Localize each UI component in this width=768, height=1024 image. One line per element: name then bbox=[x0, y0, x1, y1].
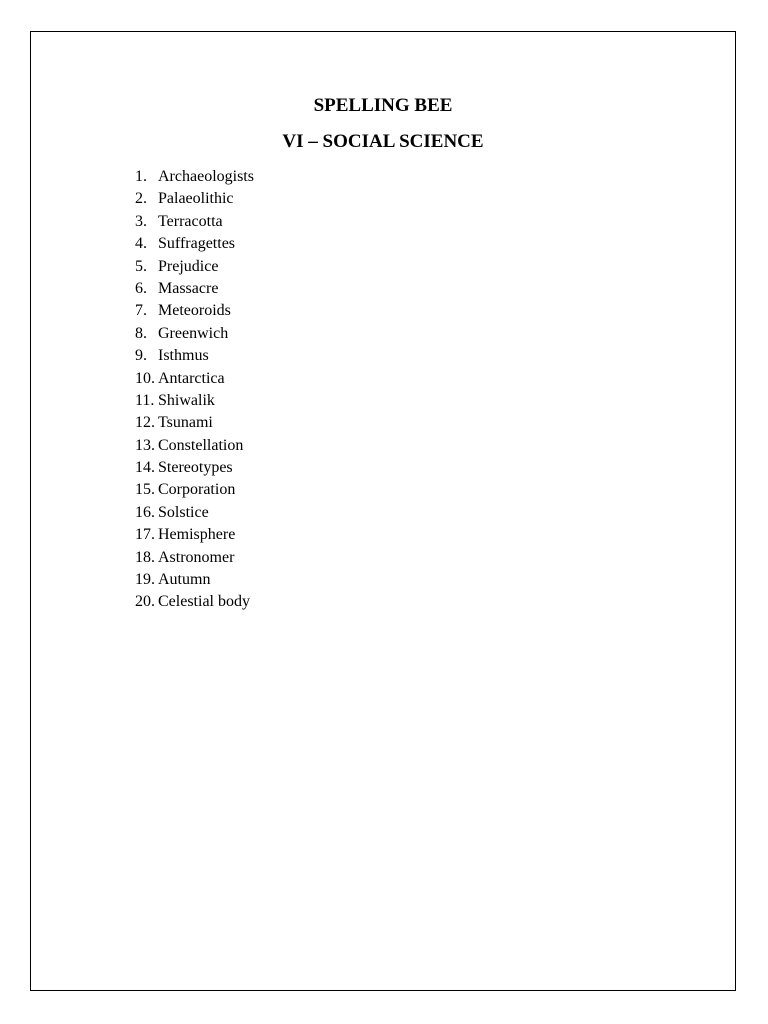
item-word: Hemisphere bbox=[158, 526, 236, 544]
list-item bbox=[135, 591, 254, 613]
list-item bbox=[135, 390, 254, 412]
document-page bbox=[30, 31, 736, 991]
list-item bbox=[135, 256, 254, 278]
item-word: Solstice bbox=[158, 503, 209, 521]
item-number: 14. bbox=[135, 459, 155, 477]
list-item bbox=[135, 479, 254, 501]
item-word: Terracotta bbox=[158, 212, 223, 230]
item-number: 6. bbox=[135, 279, 147, 297]
list-item bbox=[135, 524, 254, 546]
list-item bbox=[135, 188, 254, 210]
list-item bbox=[135, 368, 254, 390]
item-word: Prejudice bbox=[158, 257, 219, 275]
item-word: Suffragettes bbox=[158, 235, 236, 253]
item-number: 13. bbox=[135, 436, 155, 454]
item-number: 10. bbox=[135, 369, 155, 387]
list-item bbox=[135, 211, 254, 233]
item-number: 5. bbox=[135, 257, 147, 275]
list-item bbox=[135, 502, 254, 524]
list-item bbox=[135, 166, 254, 188]
list-item bbox=[135, 345, 254, 367]
item-word: Antarctica bbox=[158, 369, 225, 387]
item-number: 19. bbox=[135, 571, 155, 589]
item-number: 8. bbox=[135, 324, 147, 342]
list-item bbox=[135, 412, 254, 434]
item-number: 20. bbox=[135, 593, 155, 611]
item-word: Tsunami bbox=[158, 414, 213, 432]
item-word: Shiwalik bbox=[158, 391, 215, 409]
item-word: Meteoroids bbox=[158, 302, 231, 320]
spelling-word-list bbox=[135, 166, 254, 614]
document-subtitle: VI – SOCIAL SCIENCE bbox=[282, 131, 484, 152]
document-title: SPELLING BEE bbox=[313, 95, 453, 116]
item-number: 3. bbox=[135, 212, 147, 230]
item-word: Greenwich bbox=[158, 324, 229, 342]
item-word: Palaeolithic bbox=[158, 190, 234, 208]
item-number: 11. bbox=[135, 391, 155, 409]
list-item bbox=[135, 547, 254, 569]
item-word: Corporation bbox=[158, 481, 236, 499]
item-number: 16. bbox=[135, 503, 155, 521]
list-item bbox=[135, 457, 254, 479]
item-number: 12. bbox=[135, 414, 155, 432]
item-word: Archaeologists bbox=[158, 168, 254, 185]
item-word: Isthmus bbox=[158, 347, 209, 365]
item-number: 2. bbox=[135, 190, 147, 208]
item-word: Constellation bbox=[158, 436, 244, 454]
item-word: Massacre bbox=[158, 279, 219, 297]
list-item bbox=[135, 300, 254, 322]
list-item bbox=[135, 435, 254, 457]
item-number: 7. bbox=[135, 302, 147, 320]
item-word: Astronomer bbox=[158, 548, 235, 566]
item-number: 1. bbox=[135, 168, 147, 185]
item-word: Autumn bbox=[158, 571, 211, 589]
item-number: 18. bbox=[135, 548, 155, 566]
item-number: 17. bbox=[135, 526, 155, 544]
item-word: Celestial body bbox=[158, 593, 250, 611]
item-word: Stereotypes bbox=[158, 459, 233, 477]
item-number: 15. bbox=[135, 481, 155, 499]
item-number: 9. bbox=[135, 347, 147, 365]
list-item bbox=[135, 278, 254, 300]
list-item bbox=[135, 233, 254, 255]
item-number: 4. bbox=[135, 235, 147, 253]
list-item bbox=[135, 569, 254, 591]
list-item bbox=[135, 323, 254, 345]
